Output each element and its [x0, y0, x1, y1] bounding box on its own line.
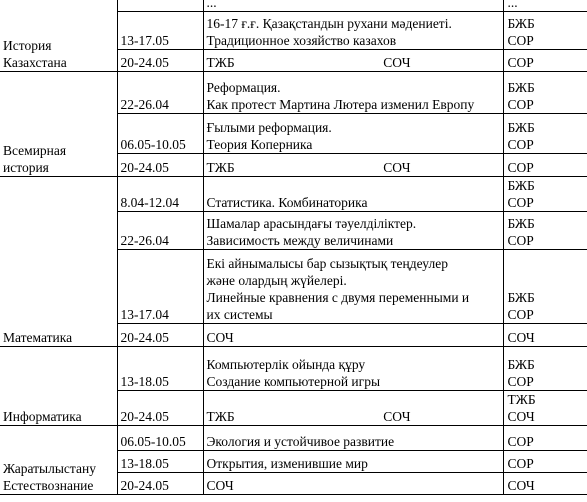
topic-cell: [203, 250, 503, 324]
date-cell: 20-24.05: [117, 324, 203, 347]
date-cell: 20-24.05: [117, 154, 203, 177]
soch-label: СОЧ: [383, 160, 411, 175]
topic-line: Ғылыми реформация.: [206, 120, 332, 135]
assessment-cell: [503, 50, 587, 72]
date-cell: 13-17.05: [117, 12, 203, 50]
topic-line: Открытия, изменившие мир: [206, 456, 368, 471]
assessment-cell: [503, 451, 587, 473]
table-row: [0, 426, 587, 451]
soch-label: СОЧ: [383, 55, 411, 70]
tzhb-label: ТЖБ: [206, 160, 235, 175]
topic-line: Как протест Мартина Лютера изменил Европу: [206, 97, 475, 112]
subject-cell: История Казахстана: [0, 0, 117, 72]
date-cell: 13-18.05: [117, 347, 203, 391]
table-row: [0, 177, 587, 212]
assessment-tag: СОР: [507, 307, 534, 322]
topic-line: 16-17 ғ.ғ. Қазақстандын рухани мәдениеті.: [206, 16, 452, 31]
assessment-tag: СОР: [507, 137, 534, 152]
topic-cell: [203, 50, 503, 72]
assessment-tag: ТЖБ: [507, 392, 536, 407]
topic-cell: [203, 12, 503, 50]
topic-line: ...: [206, 0, 217, 10]
topic-line: Теория Коперника: [206, 137, 313, 152]
date-cell: 20-24.05: [117, 391, 203, 426]
date-cell: 06.05-10.05: [117, 114, 203, 154]
date-cell: 20-24.05: [117, 50, 203, 72]
topic-cell: [203, 391, 503, 426]
date-cell: 22-26.04: [117, 212, 203, 250]
tzhb-label: ТЖБ: [206, 409, 235, 424]
topic-line: және олардың жүйелері.: [206, 273, 347, 288]
topic-line: Традиционное хозяйство казахов: [206, 33, 397, 48]
assessment-cell: [503, 154, 587, 177]
topic-line: Статистика. Комбинаторика: [206, 195, 368, 210]
subject-cell: Всемирная история: [0, 72, 117, 177]
assessment-tag: СОР: [507, 33, 534, 48]
assessment-tag: СОР: [507, 195, 534, 210]
assessment-cell: [503, 114, 587, 154]
topic-line: Линейные кравнения с двумя переменными и: [206, 290, 470, 305]
assessment-cell: [503, 426, 587, 451]
assessment-cell: [503, 177, 587, 212]
assessment-tag: СОР: [507, 55, 534, 70]
assessment-tag: БЖБ: [507, 120, 535, 135]
topic-cell: [203, 114, 503, 154]
assessment-cell: [503, 212, 587, 250]
topic-line: СОЧ: [206, 330, 234, 345]
date-cell: 22-26.04: [117, 72, 203, 114]
assessment-tag: СОР: [507, 160, 534, 175]
assessment-tag: СОР: [507, 434, 534, 449]
date-cell: 13-17.04: [117, 250, 203, 324]
topic-line: Компьютерлік ойында құру: [206, 357, 366, 372]
assessment-cell: [503, 0, 587, 12]
date-cell: 8.04-12.04: [117, 177, 203, 212]
topic-cell: [203, 177, 503, 212]
assessment-tag: БЖБ: [507, 80, 535, 95]
topic-line: их системы: [206, 307, 273, 322]
topic-cell: [203, 72, 503, 114]
assessment-tag: СОР: [507, 233, 534, 248]
assessment-cell: [503, 391, 587, 426]
topic-cell: [203, 426, 503, 451]
table-row: [0, 347, 587, 391]
topic-line: СОЧ: [206, 478, 234, 493]
assessment-cell: [503, 473, 587, 495]
subject-cell: Жаратылыстану Естествознание: [0, 426, 117, 495]
soch-label: СОЧ: [383, 409, 411, 424]
topic-cell: [203, 451, 503, 473]
table-row: [0, 72, 587, 114]
topic-line: Екі айнымалысы бар сызықтық теңдеулер: [206, 256, 448, 271]
table-row: [0, 0, 587, 12]
topic-line: Экология и устойчивое развитие: [206, 434, 395, 449]
assessment-tag: ...: [507, 0, 518, 10]
assessment-tag: БЖБ: [507, 16, 535, 31]
topic-cell: [203, 0, 503, 12]
assessment-cell: [503, 324, 587, 347]
assessment-tag: СОР: [507, 374, 534, 389]
topic-line: Создание компьютерной игры: [206, 374, 381, 389]
assessment-tag: БЖБ: [507, 357, 535, 372]
subject-cell: Информатика: [0, 347, 117, 426]
topic-line: Зависимость между величинами: [206, 233, 394, 248]
assessment-tag: СОЧ: [507, 330, 535, 345]
assessment-cell: [503, 72, 587, 114]
assessment-cell: [503, 12, 587, 50]
assessment-tag: СОЧ: [507, 478, 535, 493]
subject-cell: Математика: [0, 177, 117, 347]
date-cell: 13-18.05: [117, 451, 203, 473]
assessment-cell: [503, 250, 587, 324]
topic-cell: [203, 473, 503, 495]
assessment-tag: БЖБ: [507, 216, 535, 231]
topic-cell: [203, 154, 503, 177]
topic-cell: [203, 212, 503, 250]
topic-line: Реформация.: [206, 80, 281, 95]
date-cell: [117, 0, 203, 12]
assessment-tag: СОР: [507, 456, 534, 471]
topic-line: Шамалар арасындағы тәуелділіктер.: [206, 216, 417, 231]
tzhb-label: ТЖБ: [206, 55, 235, 70]
topic-cell: [203, 324, 503, 347]
assessment-tag: СОЧ: [507, 409, 535, 424]
assessment-tag: СОР: [507, 97, 534, 112]
assessment-tag: БЖБ: [507, 290, 535, 305]
date-cell: 06.05-10.05: [117, 426, 203, 451]
topic-cell: [203, 347, 503, 391]
assessment-tag: БЖБ: [507, 178, 535, 193]
date-cell: 20-24.05: [117, 473, 203, 495]
assessment-cell: [503, 347, 587, 391]
